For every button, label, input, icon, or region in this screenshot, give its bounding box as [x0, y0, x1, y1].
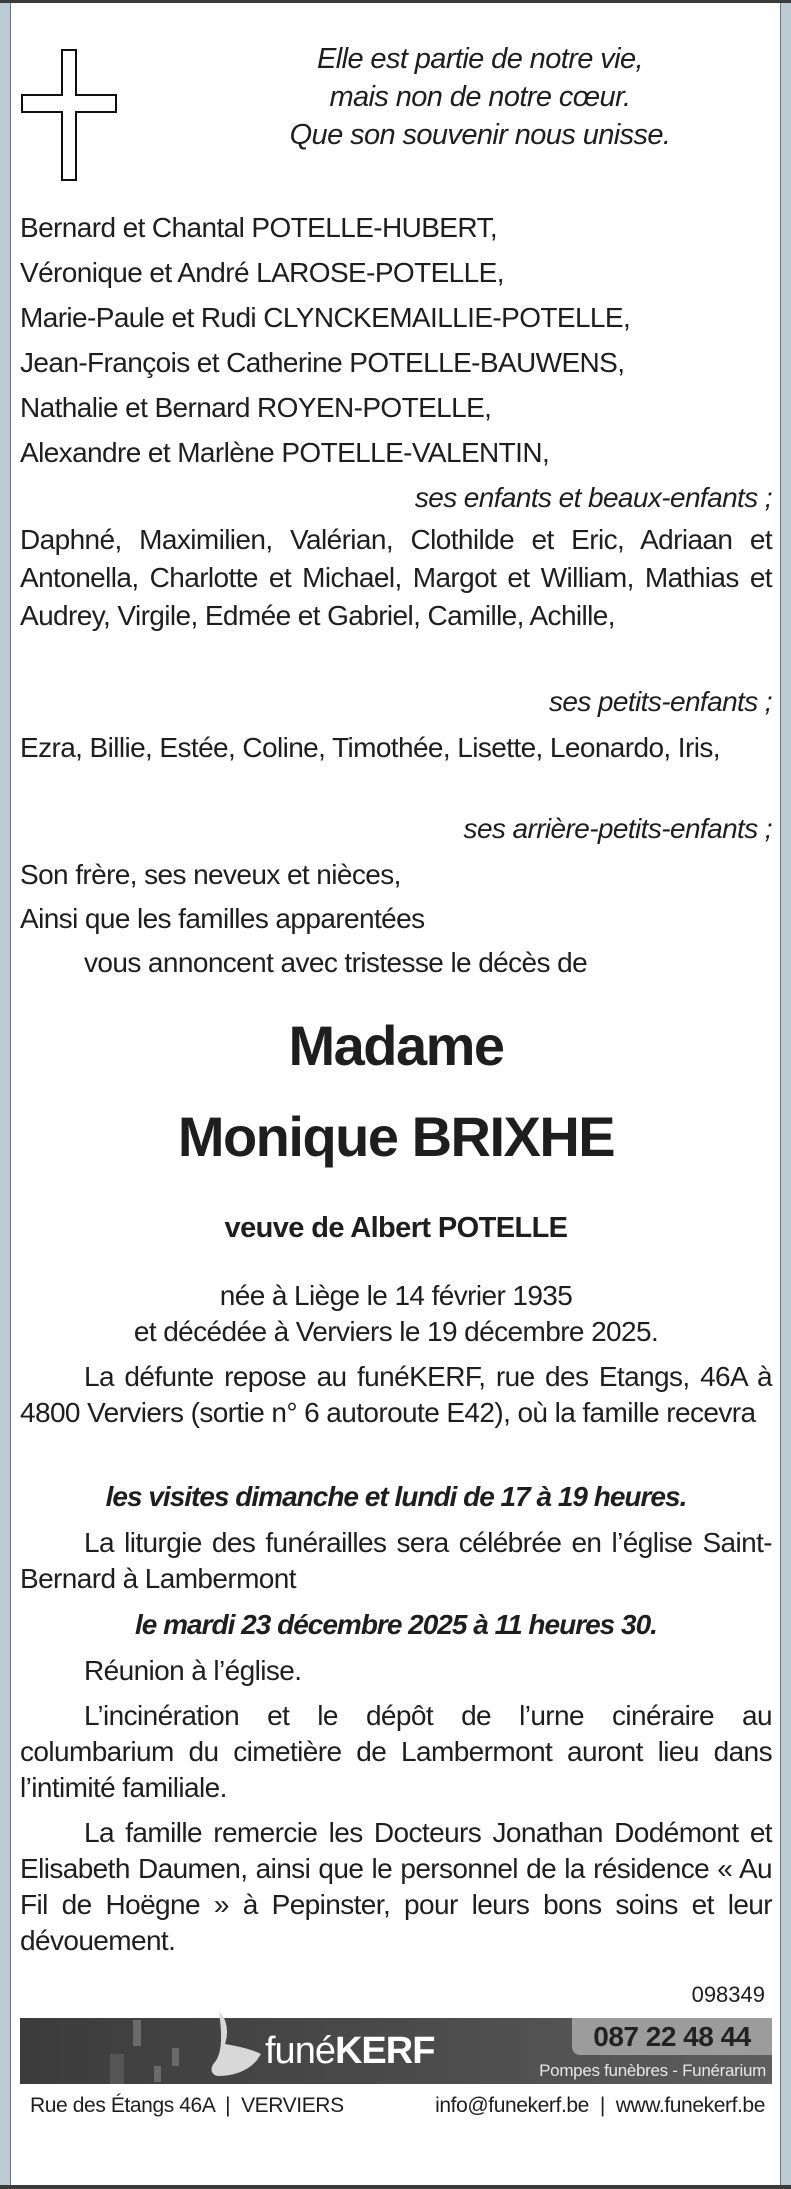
visits-line: les visites dimanche et lundi de 17 à 19 heures.	[105, 1481, 687, 1512]
death-line: et décédée à Verviers le 19 décembre 2025.	[133, 1316, 659, 1347]
logo-text-light: funé	[265, 2030, 335, 2072]
phone-number: 087 22 48 44	[572, 2018, 772, 2055]
decor-square	[154, 2066, 161, 2082]
dove-icon	[205, 2010, 265, 2090]
frame-right-border	[780, 3, 791, 2185]
email-website: info@funekerf.be | www.funekerf.be	[435, 2094, 765, 2117]
poem	[180, 40, 780, 154]
poem-line: Que son souvenir nous unisse.	[289, 119, 671, 151]
child-couple: Véronique et André LAROSE-POTELLE,	[20, 257, 504, 288]
dates	[20, 1278, 772, 1350]
liturgy-date: le mardi 23 décembre 2025 à 11 heures 30.	[135, 1609, 657, 1640]
announcement-line: vous annoncent avec tristesse le décès de	[84, 947, 588, 978]
children-label: ses enfants et beaux-enfants ;	[414, 482, 772, 513]
deceased-title: Madame	[288, 1014, 504, 1077]
cross-icon	[21, 49, 117, 181]
reference-number: 098349	[691, 1982, 765, 2007]
widow-of: veuve de Albert POTELLE	[224, 1212, 568, 1244]
logo-text-bold: KERF	[334, 2030, 435, 2072]
child-couple: Bernard et Chantal POTELLE-HUBERT,	[20, 212, 498, 243]
birth-line: née à Liège le 14 février 1935	[219, 1280, 573, 1311]
decor-square	[133, 2020, 141, 2046]
grandchildren-label: ses petits-enfants ;	[548, 686, 772, 717]
deceased-name: Monique BRIXHE	[177, 1105, 615, 1168]
relatives-line: Son frère, ses neveux et nièces,	[20, 859, 401, 890]
decor-square	[110, 2054, 124, 2084]
child-couple: Jean-François et Catherine POTELLE-BAUWENS,	[20, 347, 625, 378]
great-grandchildren-list: Ezra, Billie, Estée, Coline, Timothée, Lisette, Leonardo, Iris,	[20, 732, 720, 763]
child-couple: Marie-Paule et Rudi CLYNCKEMAILLIE-POTELLE,	[20, 302, 631, 333]
other-relatives	[20, 853, 772, 985]
deceased-name-block	[20, 1000, 772, 1182]
child-couple: Alexandre et Marlène POTELLE-VALENTIN,	[20, 437, 550, 468]
address: Rue des Étangs 46A | VERVIERS	[30, 2094, 344, 2117]
funekerf-logo	[265, 2030, 434, 2073]
rest-paragraph: La défunte repose au funéKERF, rue des Etangs, 46A à 4800 Verviers (sortie n° 6 autoroute E42), où la famille recevra	[20, 1361, 772, 1428]
child-couple: Nathalie et Bernard ROYEN-POTELLE,	[20, 392, 492, 423]
footer-contact-line	[30, 2094, 765, 2118]
meeting-line: Réunion à l’église.	[84, 1655, 302, 1686]
decor-square	[172, 2048, 179, 2066]
poem-line: Elle est partie de notre vie,	[317, 43, 643, 75]
children-list	[20, 205, 772, 475]
great-grandchildren-label: ses arrière-petits-enfants ;	[463, 813, 772, 844]
liturgy-paragraph: La liturgie des funérailles sera célébrée en l’église Saint-Bernard à Lambermont	[20, 1527, 772, 1594]
frame-left-border	[0, 3, 11, 2185]
thanks-paragraph: La famille remercie les Docteurs Jonathan Dodémont et Elisabeth Daumen, ainsi que le personnel de la résidence « Au Fil de Hoëgne » à Pepinster, pour leurs bons soins et leur dévouement.	[20, 1817, 772, 1956]
grandchildren-list: Daphné, Maximilien, Valérian, Clothilde et Eric, Adriaan et Antonella, Charlotte et Michael, Margot et William, Mathias et Audrey, Virgile, Edmée et Gabriel, Camille, Achille,	[20, 524, 772, 631]
cremation-paragraph: L’incinération et le dépôt de l’urne cinéraire au columbarium du cimetière de Lambermont auront lieu dans l’intimité familiale.	[20, 1700, 772, 1803]
funeral-home-banner	[20, 2018, 772, 2084]
relatives-line: Ainsi que les familles apparentées	[20, 903, 425, 934]
poem-line: mais non de notre cœur.	[329, 81, 631, 113]
tagline: Pompes funèbres - Funérarium	[539, 2061, 766, 2080]
